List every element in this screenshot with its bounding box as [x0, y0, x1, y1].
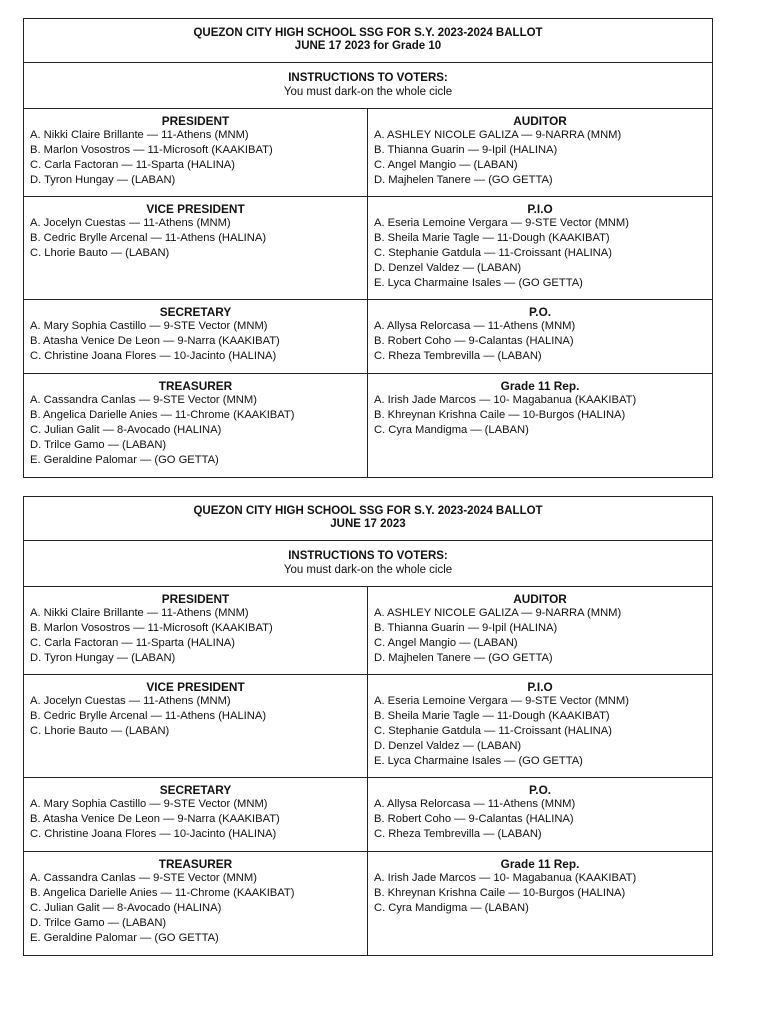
instructions-title: INSTRUCTIONS TO VOTERS: [288, 550, 448, 562]
position-row [24, 109, 712, 197]
position-section-vice-president [24, 197, 368, 299]
candidate-option: D. Majhelen Tanere — (GO GETTA) [374, 174, 553, 186]
candidate-option: B. Marlon Vosostros — 11-Microsoft (KAAKIBAT) [30, 622, 273, 634]
candidate-option: B. Angelica Darielle Anies — 11-Chrome (KAAKIBAT) [30, 887, 295, 899]
candidate-option: B. Cedric Brylle Arcenal — 11-Athens (HALINA) [30, 710, 267, 722]
candidate-option: B. Khreynan Krishna Caile — 10-Burgos (HALINA) [374, 887, 626, 899]
position-title: P.I.O [527, 680, 553, 694]
position-section-p-o [368, 778, 712, 851]
position-row [24, 675, 712, 778]
candidate-option: B. Thianna Guarin — 9-Ipil (HALINA) [374, 622, 558, 634]
candidate-option: B. Marlon Vosostros — 11-Microsoft (KAAKIBAT) [30, 144, 273, 156]
ballot-date: JUNE 17 2023 [330, 518, 406, 530]
candidate-option: B. Atasha Venice De Leon — 9-Narra (KAAKIBAT) [30, 335, 280, 347]
candidate-option: A. Mary Sophia Castillo — 9-STE Vector (MNM) [30, 798, 268, 810]
instructions-text: You must dark-on the whole cicle [283, 564, 453, 576]
position-row [24, 374, 712, 477]
candidate-option: D. Denzel Valdez — (LABAN) [374, 740, 522, 752]
position-section-grade-11-rep [368, 852, 712, 955]
position-title: VICE PRESIDENT [146, 202, 245, 216]
candidate-option: A. Cassandra Canlas — 9-STE Vector (MNM) [30, 872, 257, 884]
candidate-option: B. Angelica Darielle Anies — 11-Chrome (KAAKIBAT) [30, 409, 295, 421]
candidate-option: B. Sheila Marie Tagle — 11-Dough (KAAKIBAT) [374, 710, 610, 722]
position-title: VICE PRESIDENT [146, 680, 245, 694]
candidate-option: B. Robert Coho — 9-Calantas (HALINA) [374, 813, 574, 825]
ballot-title: QUEZON CITY HIGH SCHOOL SSG FOR S.Y. 2023-2024 BALLOT [193, 27, 543, 39]
candidate-option: C. Christine Joana Flores — 10-Jacinto (HALINA) [30, 828, 277, 840]
candidate-option: E. Geraldine Palomar — (GO GETTA) [30, 932, 219, 944]
candidate-option: E. Lyca Charmaine Isales — (GO GETTA) [374, 277, 583, 289]
position-section-p-i-o [368, 675, 712, 777]
candidate-option: A. Jocelyn Cuestas — 11-Athens (MNM) [30, 695, 231, 707]
candidate-option: C. Stephanie Gatdula — 11-Croissant (HALINA) [374, 247, 612, 259]
ballot-general [23, 496, 713, 956]
candidate-option: A. ASHLEY NICOLE GALIZA — 9-NARRA (MNM) [374, 607, 622, 619]
instructions-section [24, 541, 712, 587]
candidate-option: B. Cedric Brylle Arcenal — 11-Athens (HALINA) [30, 232, 267, 244]
candidate-option: C. Rheza Tembrevilla — (LABAN) [374, 350, 542, 362]
instructions-text: You must dark-on the whole cicle [283, 86, 453, 98]
candidate-option: B. Sheila Marie Tagle — 11-Dough (KAAKIBAT) [374, 232, 610, 244]
candidate-option: A. Allysa Relorcasa — 11-Athens (MNM) [374, 798, 576, 810]
position-title: Grade 11 Rep. [500, 379, 580, 393]
position-title: PRESIDENT [161, 592, 230, 606]
position-title: TREASURER [158, 379, 233, 393]
position-section-grade-11-rep [368, 374, 712, 477]
position-section-secretary [24, 300, 368, 373]
position-section-president [24, 109, 368, 196]
candidate-option: B. Thianna Guarin — 9-Ipil (HALINA) [374, 144, 558, 156]
candidate-option: D. Tyron Hungay — (LABAN) [30, 652, 176, 664]
candidate-option: B. Khreynan Krishna Caile — 10-Burgos (HALINA) [374, 409, 626, 421]
positions-grid [24, 587, 712, 955]
candidate-option: D. Denzel Valdez — (LABAN) [374, 262, 522, 274]
position-title: AUDITOR [513, 114, 567, 128]
position-title: Grade 11 Rep. [500, 857, 580, 871]
candidate-option: C. Lhorie Bauto — (LABAN) [30, 725, 170, 737]
candidate-option: C. Rheza Tembrevilla — (LABAN) [374, 828, 542, 840]
position-title: P.O. [528, 783, 552, 797]
position-title: SECRETARY [159, 783, 232, 797]
instructions-section [24, 63, 712, 109]
positions-grid [24, 109, 712, 477]
position-row [24, 300, 712, 374]
candidate-option: A. Eseria Lemoine Vergara — 9-STE Vector (MNM) [374, 695, 629, 707]
candidate-option: C. Christine Joana Flores — 10-Jacinto (HALINA) [30, 350, 277, 362]
candidate-option: C. Cyra Mandigma — (LABAN) [374, 902, 529, 914]
position-row [24, 778, 712, 852]
position-section-president [24, 587, 368, 674]
candidate-option: A. Mary Sophia Castillo — 9-STE Vector (MNM) [30, 320, 268, 332]
ballot-date: JUNE 17 2023 for Grade 10 [294, 40, 442, 52]
position-title: AUDITOR [513, 592, 567, 606]
ballot-title: QUEZON CITY HIGH SCHOOL SSG FOR S.Y. 2023-2024 BALLOT [193, 505, 543, 517]
position-title: TREASURER [158, 857, 233, 871]
position-section-secretary [24, 778, 368, 851]
candidate-option: C. Angel Mangio — (LABAN) [374, 159, 518, 171]
candidate-option: E. Lyca Charmaine Isales — (GO GETTA) [374, 755, 583, 767]
position-row [24, 197, 712, 300]
position-title: P.O. [528, 305, 552, 319]
position-section-auditor [368, 109, 712, 196]
candidate-option: C. Julian Galit — 8-Avocado (HALINA) [30, 902, 222, 914]
position-section-p-o [368, 300, 712, 373]
candidate-option: C. Carla Factoran — 11-Sparta (HALINA) [30, 637, 235, 649]
ballot-header [24, 497, 712, 541]
candidate-option: A. Irish Jade Marcos — 10- Magabanua (KAAKIBAT) [374, 872, 637, 884]
candidate-option: A. Nikki Claire Brillante — 11-Athens (MNM) [30, 129, 249, 141]
candidate-option: D. Trilce Gamo — (LABAN) [30, 439, 167, 451]
position-section-p-i-o [368, 197, 712, 299]
position-title: PRESIDENT [161, 114, 230, 128]
position-row [24, 852, 712, 955]
position-row [24, 587, 712, 675]
candidate-option: C. Angel Mangio — (LABAN) [374, 637, 518, 649]
candidate-option: A. ASHLEY NICOLE GALIZA — 9-NARRA (MNM) [374, 129, 622, 141]
candidate-option: D. Majhelen Tanere — (GO GETTA) [374, 652, 553, 664]
candidate-option: C. Lhorie Bauto — (LABAN) [30, 247, 170, 259]
ballot-header [24, 19, 712, 63]
position-section-vice-president [24, 675, 368, 777]
candidate-option: A. Irish Jade Marcos — 10- Magabanua (KAAKIBAT) [374, 394, 637, 406]
instructions-title: INSTRUCTIONS TO VOTERS: [288, 72, 448, 84]
candidate-option: E. Geraldine Palomar — (GO GETTA) [30, 454, 219, 466]
ballot-grade-10 [23, 18, 713, 478]
candidate-option: D. Tyron Hungay — (LABAN) [30, 174, 176, 186]
candidate-option: C. Julian Galit — 8-Avocado (HALINA) [30, 424, 222, 436]
position-title: P.I.O [527, 202, 553, 216]
position-section-auditor [368, 587, 712, 674]
candidate-option: A. Cassandra Canlas — 9-STE Vector (MNM) [30, 394, 257, 406]
position-section-treasurer [24, 852, 368, 955]
position-title: SECRETARY [159, 305, 232, 319]
candidate-option: A. Jocelyn Cuestas — 11-Athens (MNM) [30, 217, 231, 229]
candidate-option: A. Allysa Relorcasa — 11-Athens (MNM) [374, 320, 576, 332]
position-section-treasurer [24, 374, 368, 477]
candidate-option: C. Stephanie Gatdula — 11-Croissant (HALINA) [374, 725, 612, 737]
candidate-option: A. Eseria Lemoine Vergara — 9-STE Vector (MNM) [374, 217, 629, 229]
candidate-option: B. Atasha Venice De Leon — 9-Narra (KAAKIBAT) [30, 813, 280, 825]
candidate-option: D. Trilce Gamo — (LABAN) [30, 917, 167, 929]
candidate-option: C. Carla Factoran — 11-Sparta (HALINA) [30, 159, 235, 171]
candidate-option: C. Cyra Mandigma — (LABAN) [374, 424, 529, 436]
candidate-option: B. Robert Coho — 9-Calantas (HALINA) [374, 335, 574, 347]
candidate-option: A. Nikki Claire Brillante — 11-Athens (MNM) [30, 607, 249, 619]
